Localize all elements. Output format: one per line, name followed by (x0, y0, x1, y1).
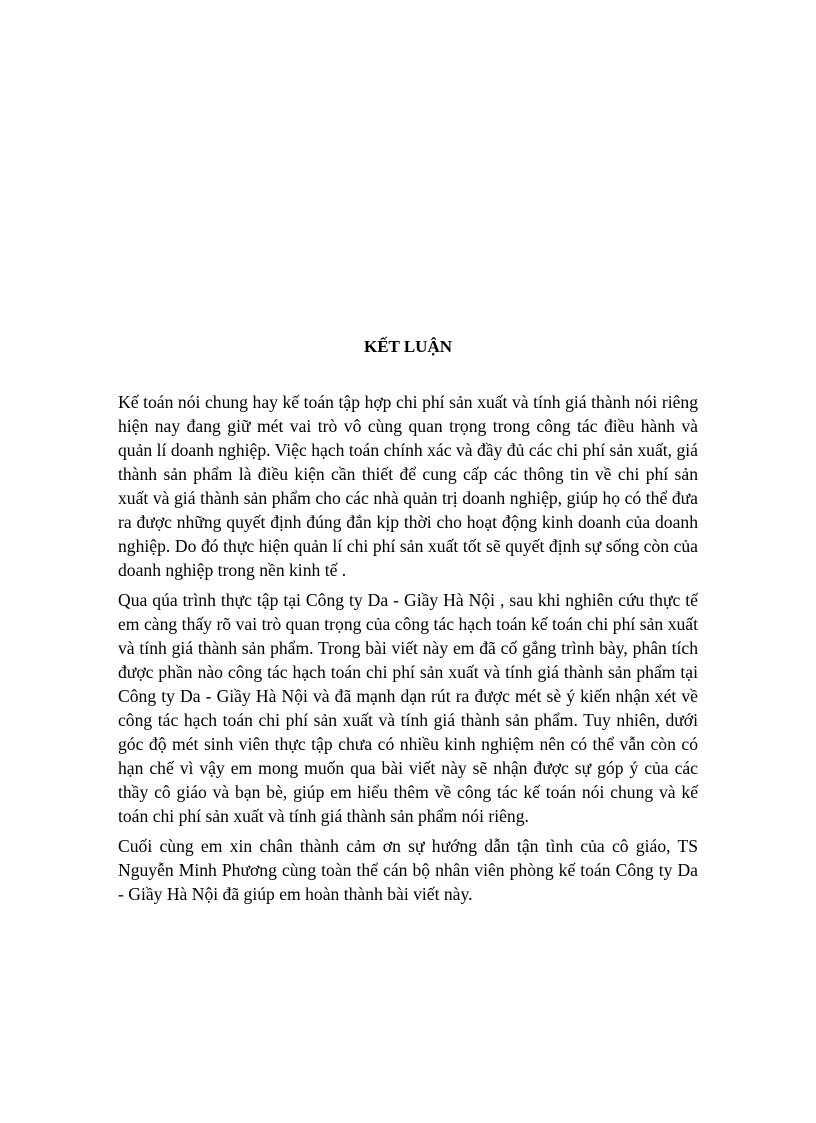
body-text (118, 390, 698, 912)
paragraph-1: Kế toán nói chung hay kế toán tập hợp chi phí sản xuất và tính giá thành nói riêng hiện nay đang giữ mét vai trò vô cùng quan trọng trong công tác điều hành và quản lí doanh nghiệp. Việc hạch toán chính xác và đầy đủ các chi phí sản xuất, giá thành sản phẩm là điều kiện cần thiết để cung cấp các thông tin về chi phí sản xuất và giá thành sản phẩm cho các nhà quản trị doanh nghiệp, giúp họ có thể đưa ra được những quyết định đúng đắn kịp thời cho hoạt động kinh doanh của doanh nghiệp. Do đó thực hiện quản lí chi phí sản xuất tốt sẽ quyết định sự sống còn của doanh nghiệp trong nền kinh tế . (118, 392, 698, 580)
paragraph-2: Qua qúa trình thực tập tại Công ty Da - Giầy Hà Nội , sau khi nghiên cứu thực tế em càng thấy rõ vai trò quan trọng của công tác hạch toán kế toán chi phí sản xuất và tính giá thành sản phẩm. Trong bài viết này em đã cố gắng trình bày, phân tích được phần nào công tác hạch toán chi phí sản xuất và tính giá thành sản phẩm tại Công ty Da - Giầy Hà Nội và đã mạnh dạn rút ra được mét sè ý kiến nhận xét về công tác hạch toán chi phí sản xuất và tính giá thành sản phẩm. Tuy nhiên, dưới góc độ mét sinh viên thực tập chưa có nhiều kinh nghiệm nên có thể vẫn còn có hạn chế vì vậy em mong muốn qua bài viết này sẽ nhận được sự góp ý của các thầy cô giáo và bạn bè, giúp em hiểu thêm về công tác kế toán nói chung và kế toán chi phí sản xuất và tính giá thành sản phẩm nói riêng. (118, 590, 698, 826)
page-title: KẾT LUẬN (363, 337, 452, 356)
paragraph-3: Cuối cùng em xin chân thành cảm ơn sự hướng dẫn tận tình của cô giáo, TS Nguyễn Minh Phương cùng toàn thể cán bộ nhân viên phòng kế toán Công ty Da - Giầy Hà Nội đã giúp em hoàn thành bài viết này. (118, 836, 698, 904)
